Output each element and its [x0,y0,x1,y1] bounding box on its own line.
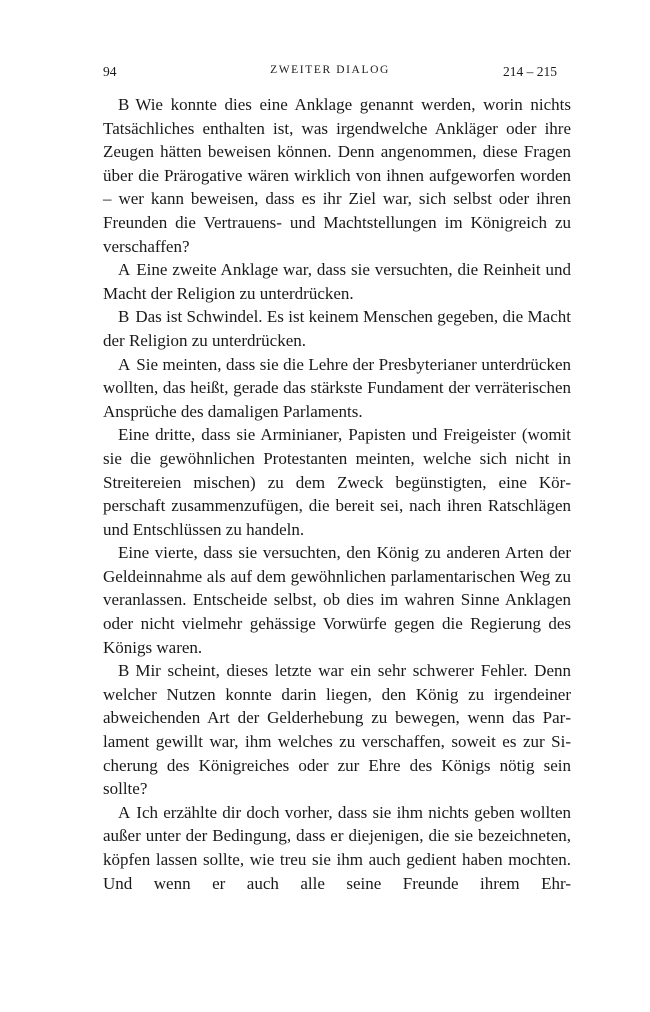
paragraph-text: Eine dritte, dass sie Arminianer, Papisten und Freigeister (womit sie die gewöhnlichen Protestanten meinten, welche sich nicht in Streitereien mischen) zu dem Zweck begünstigten, eine Körperschaft zusammenzufügen, die bereit sei, nach ihren Ratschlägen und Entschlüssen zu handeln. [103,425,571,539]
paragraph-text: Das ist Schwindel. Es ist keinem Menschen gegeben, die Macht der Religion zu unterdrücken. [103,307,571,350]
paragraph-text: Wie konnte dies eine Anklage genannt werden, worin nichts Tatsächliches enthalten ist, was irgendwelche Ankläger oder ihre Zeugen hätten beweisen können. Denn angenommen, diese Fragen über die Prärogative wären wirklich von ihnen aufgeworfen worden – wer kann beweisen, dass es ihr Ziel war, sich selbst oder ihren Freunden die Vertrauens- und Machtstellungen im Königreich zu verschaffen? [103,95,571,256]
paragraph-text: Mir scheint, dieses letzte war ein sehr schwerer Fehler. Denn welcher Nutzen konnte darin liegen, den König zu irgendeiner abweichenden Art der Gelderhebung zu bewegen, wenn das Parlament gewillt war, ihm welches zu verschaffen, soweit es zur Sicherung des Königreiches oder zur Ehre des Königs nötig sein sollte? [103,661,571,799]
running-header [103,64,557,82]
speaker-label: B [118,95,130,114]
paragraph-text: Eine zweite Anklage war, dass sie versuchten, die Reinheit und Macht der Religion zu unterdrücken. [103,260,571,303]
speaker-label: A [118,354,131,374]
speaker-label: A [118,802,131,822]
paragraph [103,258,571,305]
paragraph [103,801,571,895]
speaker-label: A [118,260,131,280]
paragraph-text: Eine vierte, dass sie versuchten, den König zu anderen Arten der Geldeinnahme als auf dem gewöhnlichen parlamentarischen Weg zu veranlassen. Entscheide selbst, ob dies im wahren Sinne Anklagen oder nicht vielmehr gehässige Vorwürfe gegen die Regierung des Königs waren. [103,543,571,657]
running-title: ZWEITER DIALOG [270,64,390,76]
speaker-label: B [118,307,130,327]
paragraph-text: Ich erzählte dir doch vorher, dass sie ihm nichts geben wollten außer unter der Bedingung, dass er diejenigen, die sie bezeichneten, köpfen lassen sollte, wie treu sie ihm auch gedient haben mochten. Und wenn er auch alle seine Freunde ihrem Ehr- [103,802,571,893]
page-number: 94 [103,64,117,79]
paragraph-text: Sie meinten, dass sie die Lehre der Presbyterianer unterdrücken wollten, das heißt, gerade das stärkste Fundament der verräterischen Ansprüche des damaligen Parlaments. [103,354,571,421]
speaker-label: B [118,661,130,681]
paragraph [103,541,571,659]
paragraph [103,305,571,352]
paragraph [103,659,571,801]
body-text [103,93,571,895]
paragraph [103,353,571,424]
paragraph [103,423,571,541]
page-range: 214 – 215 [503,64,557,79]
paragraph [103,93,571,258]
